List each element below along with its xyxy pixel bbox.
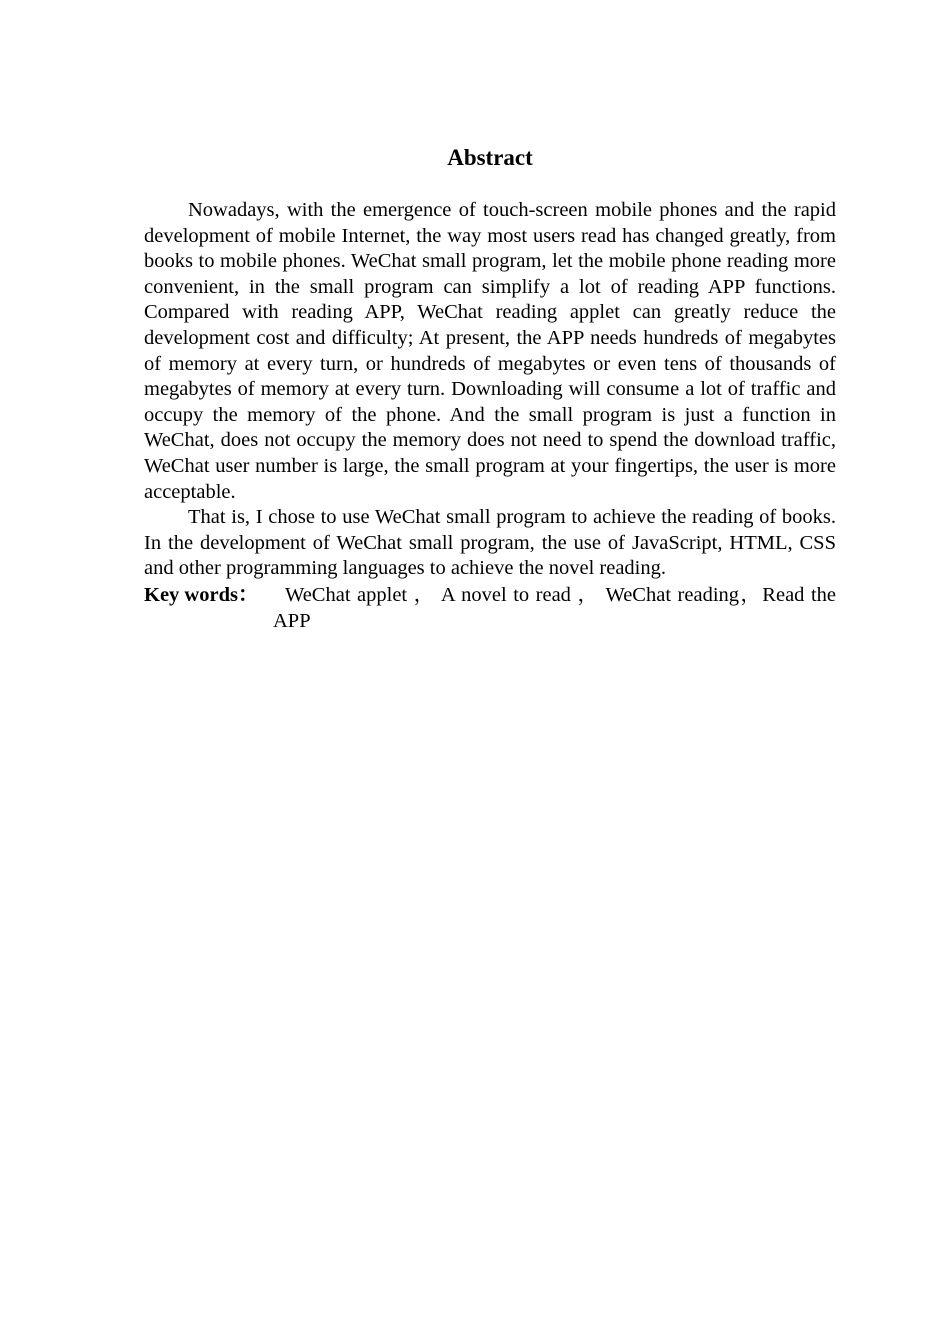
abstract-title: Abstract [447,145,533,170]
abstract-paragraph-2: That is, I chose to use WeChat small program to achieve the reading of books. In the development of WeChat small program, the use of JavaScript, HTML, CSS and other programming languages to achieve the novel reading. [144,506,836,580]
abstract-body [144,198,836,634]
keywords-text: WeChat applet ， A novel to read ， WeChat reading，Read the APP [273,583,836,632]
abstract-paragraph-1: Nowadays, with the emergence of touch-screen mobile phones and the rapid development of mobile Internet, the way most users read has changed greatly, from books to mobile phones. WeChat small program, let the mobile phone reading more convenient, in the small program can simplify a lot of reading APP functions. Compared with reading APP, WeChat reading applet can greatly reduce the development cost and difficulty; At present, the APP needs hundreds of megabytes of memory at every turn, or hundreds of megabytes or even tens of thousands of megabytes of memory at every turn. Downloading will consume a lot of traffic and occupy the memory of the phone. And the small program is just a function in WeChat, does not occupy the memory does not need to spend the download traffic, WeChat user number is large, the small program at your fingertips, the user is more acceptable. [144,199,836,503]
keywords-row [144,583,836,634]
keywords-label: Key words： [144,583,259,606]
